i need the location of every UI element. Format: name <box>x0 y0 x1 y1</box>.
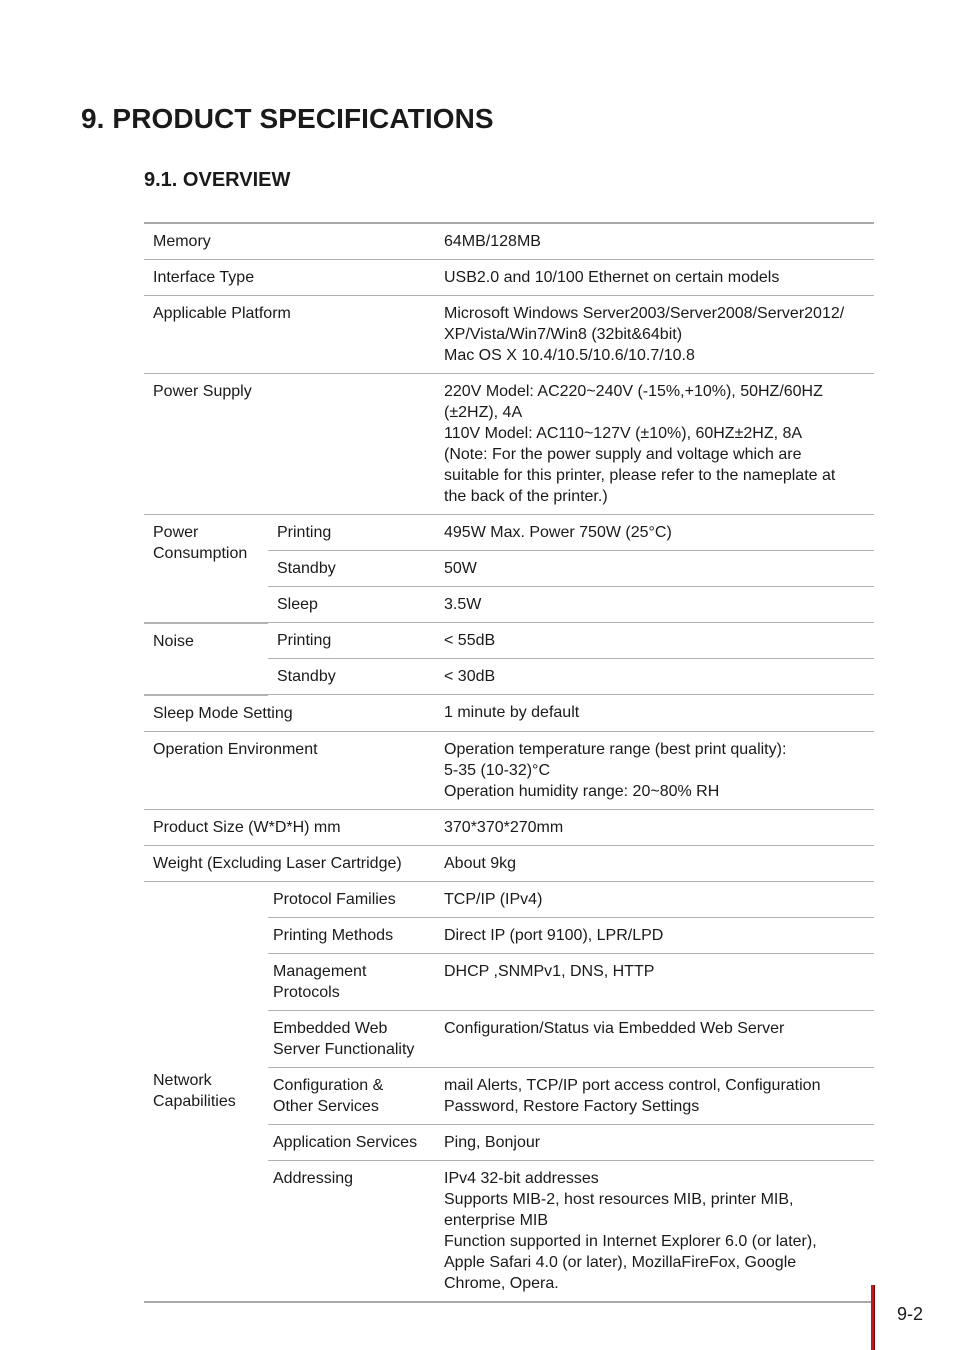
section-title: 9.1. OVERVIEW <box>144 169 291 191</box>
spec-value <box>436 953 874 1010</box>
spec-value: 50W <box>436 551 874 587</box>
value-line: 5-35 (10-32)°C <box>444 761 550 779</box>
sub-label <box>268 1124 436 1160</box>
value-line: DHCP ,SNMPv1, DNS, HTTP <box>444 962 655 980</box>
spec-value: < 55dB <box>436 623 874 659</box>
sub-label: Sleep <box>268 587 436 623</box>
spec-value: USB2.0 and 10/100 Ethernet on certain models <box>436 260 874 296</box>
label-line: Printing Methods <box>273 926 394 944</box>
group-label-power-consumption <box>144 515 268 623</box>
spec-label: Weight (Excluding Laser Cartridge) <box>144 845 436 881</box>
spec-table <box>144 222 874 1303</box>
sub-label: Standby <box>268 659 436 695</box>
value-line: Mac OS X 10.4/10.5/10.6/10.7/10.8 <box>444 347 695 364</box>
spec-value: 64MB/128MB <box>436 223 874 260</box>
spec-label: Operation Environment <box>144 731 436 809</box>
label-line: Other Services <box>273 1097 379 1115</box>
label-line: Configuration & <box>273 1076 384 1094</box>
spec-value: 1 minute by default <box>436 695 874 732</box>
footer-accent-rule <box>871 1285 874 1350</box>
sub-label <box>268 1010 436 1067</box>
page-number: 9-2 <box>897 1304 924 1324</box>
value-line: Apple Safari 4.0 (or later), MozillaFireFox, Google <box>444 1253 797 1271</box>
spec-value: 495W Max. Power 750W (25°C) <box>436 515 874 551</box>
label-line: Addressing <box>273 1169 354 1187</box>
spec-value <box>436 731 874 809</box>
spec-label: Sleep Mode Setting <box>144 695 436 732</box>
table-row-network <box>144 881 874 917</box>
label-line: Capabilities <box>153 1093 236 1110</box>
value-line: Configuration/Status via Embedded Web Server <box>444 1019 785 1037</box>
spec-value: < 30dB <box>436 659 874 695</box>
spec-value: 3.5W <box>436 587 874 623</box>
page-title: 9. PRODUCT SPECIFICATIONS <box>81 103 494 134</box>
value-line: Ping, Bonjour <box>444 1133 541 1151</box>
spec-value: About 9kg <box>436 845 874 881</box>
table-row-memory <box>144 223 874 260</box>
value-line: Function supported in Internet Explorer 6.0 (or later), <box>444 1232 817 1250</box>
spec-value <box>436 1160 874 1302</box>
table-row-noise <box>144 623 874 659</box>
table-row-power-consumption <box>144 515 874 551</box>
spec-value <box>436 881 874 917</box>
sub-label: Printing <box>268 623 436 659</box>
spec-value <box>436 296 874 374</box>
spec-label: Applicable Platform <box>144 296 436 374</box>
spec-label: Interface Type <box>144 260 436 296</box>
value-line: TCP/IP (IPv4) <box>444 890 543 908</box>
spec-value <box>436 1124 874 1160</box>
spec-label: Power Supply <box>144 374 436 515</box>
table-row-interface <box>144 260 874 296</box>
label-line: Network <box>153 1072 212 1089</box>
label-line: Power <box>153 524 199 541</box>
value-line: Supports MIB-2, host resources MIB, printer MIB, <box>444 1190 794 1208</box>
label-line: Protocol Families <box>273 890 396 908</box>
sub-label: Standby <box>268 551 436 587</box>
group-label-network <box>144 881 268 1302</box>
value-line: enterprise MIB <box>444 1211 549 1229</box>
spec-label: Memory <box>144 223 436 260</box>
label-line: Consumption <box>153 545 248 562</box>
group-label-noise: Noise <box>144 623 268 695</box>
table-row-environment <box>144 731 874 809</box>
spec-value: 370*370*270mm <box>436 809 874 845</box>
value-line: 110V Model: AC110~127V (±10%), 60HZ±2HZ, 8A <box>444 425 803 442</box>
value-line: IPv4 32-bit addresses <box>444 1169 599 1187</box>
value-line: Direct IP (port 9100), LPR/LPD <box>444 926 664 944</box>
table-row-sleep-mode <box>144 695 874 732</box>
value-line: (Note: For the power supply and voltage which are <box>444 446 802 463</box>
label-line: Embedded Web <box>273 1019 388 1037</box>
table-row-platform <box>144 296 874 374</box>
spec-value <box>436 374 874 515</box>
sub-label: Printing <box>268 515 436 551</box>
value-line: (±2HZ), 4A <box>444 404 523 421</box>
value-line: Microsoft Windows Server2003/Server2008/Server2012/ <box>444 305 845 322</box>
sub-label <box>268 953 436 1010</box>
table-row-weight <box>144 845 874 881</box>
label-line: Management <box>273 962 367 980</box>
table-row-size <box>144 809 874 845</box>
table-row-power-supply <box>144 374 874 515</box>
spec-value <box>436 1010 874 1067</box>
sub-label <box>268 1067 436 1124</box>
sub-label <box>268 881 436 917</box>
spec-value <box>436 1067 874 1124</box>
value-line: Chrome, Opera. <box>444 1274 559 1292</box>
spec-label: Product Size (W*D*H) mm <box>144 809 436 845</box>
value-line: the back of the printer.) <box>444 488 608 505</box>
value-line: Password, Restore Factory Settings <box>444 1097 700 1115</box>
value-line: suitable for this printer, please refer to the nameplate at <box>444 467 836 484</box>
sub-label <box>268 1160 436 1302</box>
spec-value <box>436 917 874 953</box>
sub-label <box>268 917 436 953</box>
value-line: XP/Vista/Win7/Win8 (32bit&64bit) <box>444 326 683 343</box>
value-line: 220V Model: AC220~240V (-15%,+10%), 50HZ/60HZ <box>444 383 823 400</box>
label-line: Server Functionality <box>273 1040 415 1058</box>
value-line: Operation temperature range (best print quality): <box>444 740 787 758</box>
value-line: Operation humidity range: 20~80% RH <box>444 782 720 800</box>
value-line: mail Alerts, TCP/IP port access control, Configuration <box>444 1076 821 1094</box>
label-line: Application Services <box>273 1133 418 1151</box>
label-line: Protocols <box>273 983 340 1001</box>
